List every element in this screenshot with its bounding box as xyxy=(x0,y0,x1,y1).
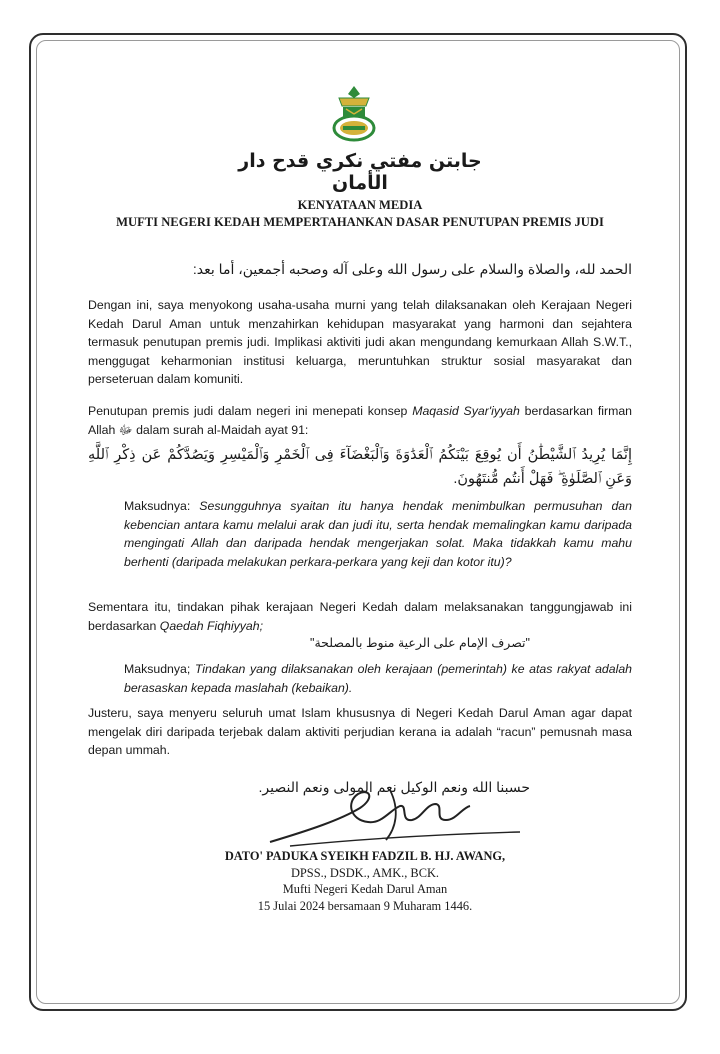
header-title: KENYATAAN MEDIA xyxy=(297,198,423,212)
paragraph-4: Justeru, saya menyeru seluruh umat Islam khususnya di Negeri Kedah Darul Aman agar dapat mengelak diri daripada terjebak dalam aktiviti perjudian kerana ia adalah “racun” pemusnah masa depan ummah. xyxy=(88,706,632,758)
meaning1-text: Sesungguhnya syaitan itu hanya hendak menimbulkan permusuhan dan kebencian antara kamu melalui arak dan judi itu, serta hendak memalingkan kamu daripada mengingati Allah dan daripada hendak mengerjakan solat. Maka tidakkah kamu mahu berhenti (daripada melakukan perkara-perkara yang keji dan kotor itu)? xyxy=(124,499,632,569)
organization-name-arabic: جابتن مفتي نكري قدح دار الأمان xyxy=(238,150,482,194)
meaning2-label: Maksudnya; xyxy=(124,662,195,676)
signatory-name: DATO' PADUKA SYEIKH FADZIL B. HJ. AWANG, xyxy=(224,849,506,863)
opening-greeting-arabic: الحمد لله، والصلاة والسلام على رسول الله وعلى آله وصحبه أجمعين، أما بعد: xyxy=(192,261,632,277)
para2-italic: Maqasid Syar'iyyah xyxy=(412,404,520,418)
quran-verse-arabic: إِنَّمَا يُرِيدُ ٱلشَّيْطَٰنُ أَن يُوقِعَ بَيْنَكُمُ ٱلْعَدَٰوَةَ وَٱلْبَغْضَآءَ فِى ٱلْخَمْرِ وَٱلْمَيْسِرِ وَيَصُدَّكُمْ عَن ذِكْرِ ٱللَّهِ وَعَنِ ٱلصَّلَوٰةِ ۖ فَهَلْ أَنتُم مُّنتَهُونَ. xyxy=(88,447,632,487)
meaning2-text: Tindakan yang dilaksanakan oleh kerajaan (pemerintah) ke atas rakyat adalah berasaskan kepada maslahah (kebaikan). xyxy=(124,662,632,695)
handwritten-signature xyxy=(250,780,550,850)
paragraph-3 xyxy=(88,598,632,635)
qaedah-arabic: "تصرف الإمام على الرعية منوط بالمصلحة" xyxy=(310,636,530,650)
para2-after: berdasarkan firman Allah ﷻ dalam surah al-Maidah ayat 91: xyxy=(88,404,632,437)
paragraph-2 xyxy=(88,402,632,439)
meaning-1 xyxy=(124,497,632,571)
document-header xyxy=(82,197,638,231)
paragraph-1: Dengan ini, saya menyokong usaha-usaha murni yang telah dilaksanakan oleh Kerajaan Negeri Kedah Darul Aman untuk menzahirkan kehidupan masyarakat yang harmoni dan sejahtera termasuk penutupan premis judi. Implikasi aktiviti judi akan mengundang kemurkaan Allah S.W.T., menggugat keharmonian institusi keluarga, meruntuhkan struktur sosial masyarakat dan perseteruan dalam komuniti. xyxy=(88,298,632,387)
para3-before: Sementara itu, tindakan pihak kerajaan Negeri Kedah dalam melaksanakan tanggungjawab ini berdasarkan xyxy=(88,600,632,633)
header-subtitle: MUFTI NEGERI KEDAH MEMPERTAHANKAN DASAR PENUTUPAN PREMIS JUDI xyxy=(116,215,604,229)
meaning-2 xyxy=(124,660,632,697)
document-date: 15 Julai 2024 bersamaan 9 Muharam 1446. xyxy=(257,898,473,913)
para3-italic: Qaedah Fiqhiyyah; xyxy=(159,618,264,633)
para2-before: Penutupan premis judi dalam negeri ini menepati konsep xyxy=(88,404,413,418)
closing-prayer-arabic: حسبنا الله ونعم الوكيل نعم المولى ونعم النصير. xyxy=(258,779,530,795)
signatory-position: Mufti Negeri Kedah Darul Aman xyxy=(282,882,448,896)
signatory-titles: DPSS., DSDK., AMK., BCK. xyxy=(290,865,440,880)
mufti-emblem-icon xyxy=(329,84,379,142)
signatory-block xyxy=(200,848,530,914)
meaning1-label: Maksudnya: xyxy=(124,499,200,513)
